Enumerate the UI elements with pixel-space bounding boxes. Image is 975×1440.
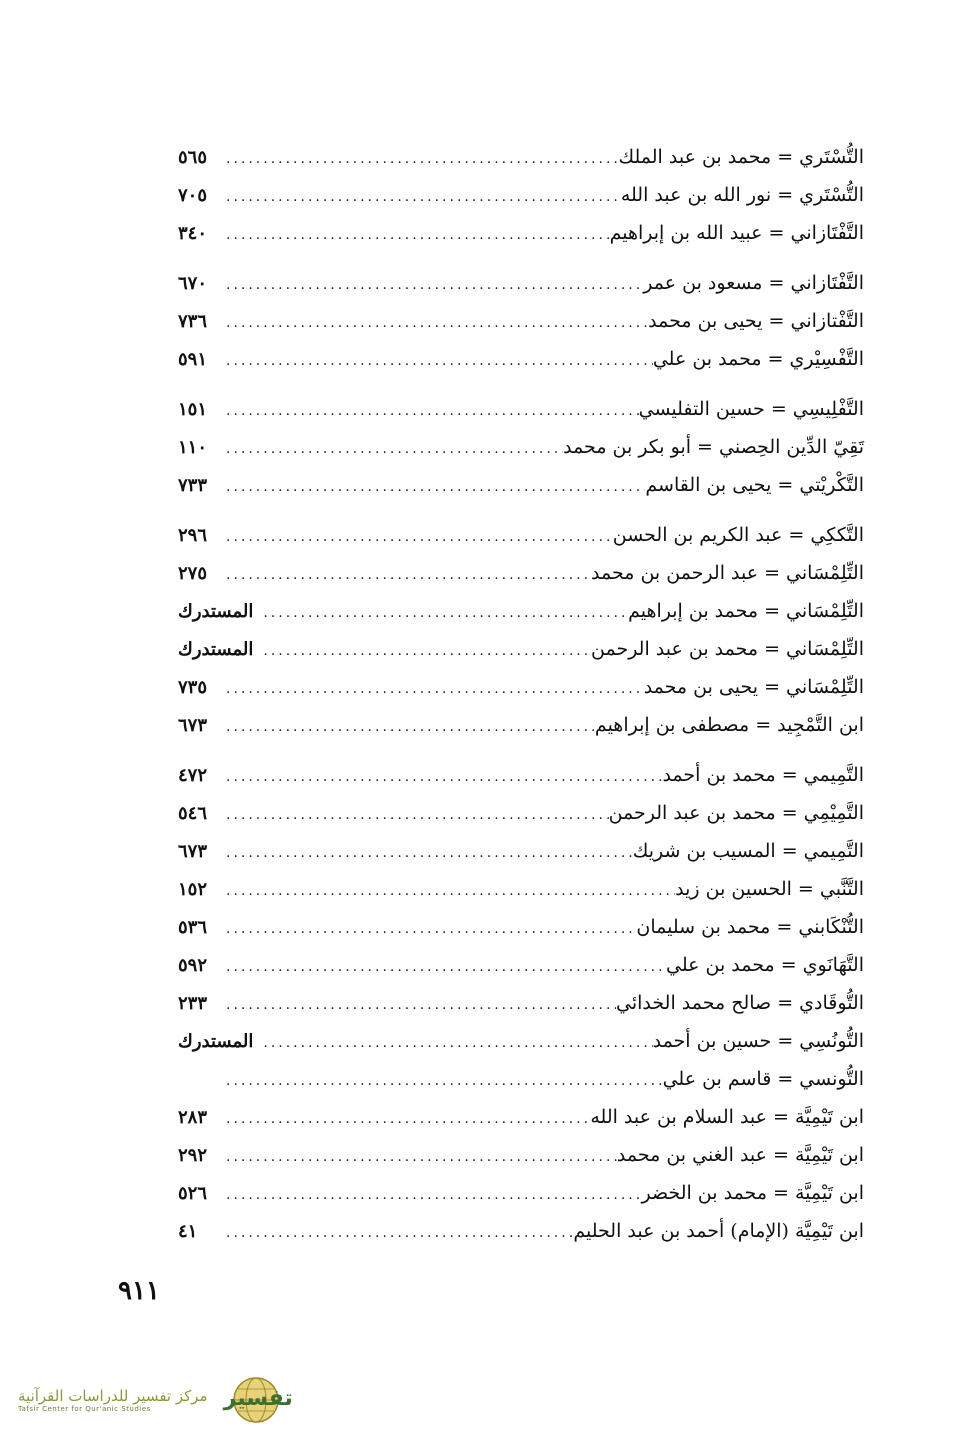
- dot-leader: [253, 632, 591, 670]
- entry-page: ٥٣٦: [178, 917, 208, 938]
- entry-name: ابن تَيْمِيَّة (الإمام) أحمد بن عبد الحليم: [573, 1220, 864, 1242]
- index-entry: [178, 516, 864, 554]
- index-entry: [178, 390, 864, 428]
- dot-leader: [216, 1100, 590, 1138]
- entry-page: ١٥١: [178, 399, 208, 420]
- entry-page: ٥٤٦: [178, 803, 208, 824]
- dot-leader: [216, 986, 616, 1024]
- index-entry: [178, 138, 864, 176]
- dot-leader: [216, 1062, 663, 1100]
- entry-name: التَّهَانَوي = محمد بن علي: [665, 954, 864, 976]
- logo-emblem-text: تفسير: [223, 1386, 293, 1411]
- entry-name: ابن تَيْمِيَّة = محمد بن الخضر: [641, 1182, 864, 1204]
- index-entry: [178, 1212, 864, 1250]
- dot-leader: [216, 342, 653, 380]
- entry-page: ٦٧٣: [178, 841, 208, 862]
- entry-name: التَّنَّبي = الحسين بن زيد: [675, 878, 864, 900]
- entry-name: التَّمِيْمِي = محمد بن عبد الرحمن: [608, 802, 864, 824]
- entry-name: التُّونُسِي = حسين بن أحمد: [652, 1030, 864, 1052]
- entry-name: التَّكْريْتي = يحيى بن القاسم: [645, 474, 864, 496]
- entry-page: ٥٩٢: [178, 955, 208, 976]
- dot-leader: [216, 556, 591, 594]
- entry-page: ١٥٢: [178, 879, 208, 900]
- entry-page: ٢٩٦: [178, 525, 208, 546]
- entry-name: التِّلِمْسَاني = يحيى بن محمد: [643, 676, 864, 698]
- entry-page: ٢٧٥: [178, 563, 208, 584]
- entry-page: ٤١: [178, 1221, 198, 1242]
- dot-leader: [216, 1176, 641, 1214]
- index-entry: [178, 1136, 864, 1174]
- index-list: [178, 138, 864, 1250]
- dot-leader: [216, 1214, 573, 1252]
- entry-name: التَّفْتَازاني = مسعود بن عمر: [643, 272, 864, 294]
- entry-name: التَّفْتازاني = يحيى بن محمد: [648, 310, 864, 332]
- index-entry: [178, 466, 864, 504]
- dot-leader: [253, 1024, 652, 1062]
- entry-name: ابن تَيْمِيَّة = عبد الغني بن محمد: [616, 1144, 864, 1166]
- entry-name: التُّوقَادي = صالح محمد الخدائي: [616, 992, 864, 1014]
- globe-icon: [216, 1374, 293, 1426]
- entry-page: ٧٣٥: [178, 677, 208, 698]
- index-entry: [178, 428, 864, 466]
- index-entry: [178, 214, 864, 252]
- index-entry: [178, 592, 864, 630]
- entry-page: ٧٣٣: [178, 475, 208, 496]
- dot-leader: [216, 304, 648, 342]
- entry-page: ٥٢٦: [178, 1183, 208, 1204]
- index-entry: [178, 794, 864, 832]
- entry-page: ٥٩١: [178, 349, 208, 370]
- dot-leader: [216, 216, 610, 254]
- dot-leader: [216, 1138, 617, 1176]
- index-entry: [178, 554, 864, 592]
- entry-page: ٢٨٣: [178, 1107, 208, 1128]
- entry-page: ٥٦٥: [178, 147, 208, 168]
- entry-page: ٢٣٣: [178, 993, 208, 1014]
- index-entry: [178, 908, 864, 946]
- dot-leader: [216, 948, 666, 986]
- entry-name: التَّككِي = عبد الكريم بن الحسن: [612, 524, 864, 546]
- entry-name: التَّفْسِيْري = محمد بن علي: [652, 348, 864, 370]
- entry-page: ٤٧٢: [178, 765, 208, 786]
- index-entry: [178, 706, 864, 744]
- entry-name: التِّلِمْسَاني = محمد بن عبد الرحمن: [591, 638, 864, 660]
- entry-page: ١١٠: [178, 437, 208, 458]
- dot-leader: [216, 518, 613, 556]
- page-number: ٩١١: [118, 1276, 160, 1306]
- entry-name: ابن تَيْمِيَّة = عبد السلام بن عبد الله: [590, 1106, 864, 1128]
- index-entry: [178, 1098, 864, 1136]
- logo-english-name: Tafsir Center for Qur'anic Studies: [18, 1405, 151, 1413]
- entry-page: ٧٠٥: [178, 185, 208, 206]
- logo-text: [18, 1387, 208, 1413]
- dot-leader: [216, 430, 563, 468]
- entry-page: ٦٧٠: [178, 273, 208, 294]
- entry-name: التَّمِيمي = محمد بن أحمد: [662, 764, 864, 786]
- dot-leader: [216, 872, 675, 910]
- index-entry: [178, 1022, 864, 1060]
- index-entry: [178, 756, 864, 794]
- dot-leader: [216, 670, 644, 708]
- dot-leader: [216, 758, 662, 796]
- index-entry: [178, 630, 864, 668]
- tafsir-center-logo: [18, 1370, 293, 1430]
- dot-leader: [216, 266, 643, 304]
- index-entry: [178, 1060, 864, 1098]
- index-entry: [178, 870, 864, 908]
- entry-page: ٦٧٣: [178, 715, 208, 736]
- entry-name: التَّفْلِيسِي = حسين التفليسي: [638, 398, 864, 420]
- entry-name: التِّلِمْسَاني = عبد الرحمن بن محمد: [591, 562, 864, 584]
- dot-leader: [216, 910, 636, 948]
- entry-page: ٢٩٢: [178, 1145, 208, 1166]
- dot-leader: [216, 708, 595, 746]
- entry-name: تَقِيّ الدِّين الحِصني = أبو بكر بن محمد: [563, 436, 864, 458]
- entry-name: التُّسْتَري = نور الله بن عبد الله: [620, 184, 864, 206]
- dot-leader: [216, 178, 621, 216]
- index-entry: [178, 946, 864, 984]
- dot-leader: [216, 140, 618, 178]
- entry-name: التُّسْتَري = محمد بن عبد الملك: [618, 146, 864, 168]
- index-entry: [178, 302, 864, 340]
- entry-name: التَّفْتَازاني = عبيد الله بن إبراهيم: [609, 222, 864, 244]
- index-entry: [178, 832, 864, 870]
- index-entry: [178, 668, 864, 706]
- index-entry: [178, 1174, 864, 1212]
- dot-leader: [216, 468, 645, 506]
- index-entry: [178, 176, 864, 214]
- entry-page: المستدرك: [178, 1031, 254, 1052]
- entry-name: التِّلِمْسَاني = محمد بن إبراهيم: [628, 600, 864, 622]
- entry-name: ابن التَّمْجِيد = مصطفى بن إبراهيم: [594, 714, 864, 736]
- entry-name: التُّونسي = قاسم بن علي: [662, 1068, 864, 1090]
- index-entry: [178, 264, 864, 302]
- entry-name: التَّمِيمي = المسيب بن شريك: [632, 840, 864, 862]
- entry-name: التُّنْكَابني = محمد بن سليمان: [636, 916, 864, 938]
- entry-page: المستدرك: [178, 601, 254, 622]
- entry-page: ٣٤٠: [178, 223, 208, 244]
- dot-leader: [216, 834, 633, 872]
- index-entry: [178, 984, 864, 1022]
- index-entry: [178, 340, 864, 378]
- logo-arabic-name: مركز تفسير للدراسات القرآنية: [18, 1387, 208, 1405]
- dot-leader: [216, 392, 639, 430]
- entry-page: ٧٣٦: [178, 311, 208, 332]
- dot-leader: [253, 594, 628, 632]
- dot-leader: [216, 796, 609, 834]
- entry-page: المستدرك: [178, 639, 254, 660]
